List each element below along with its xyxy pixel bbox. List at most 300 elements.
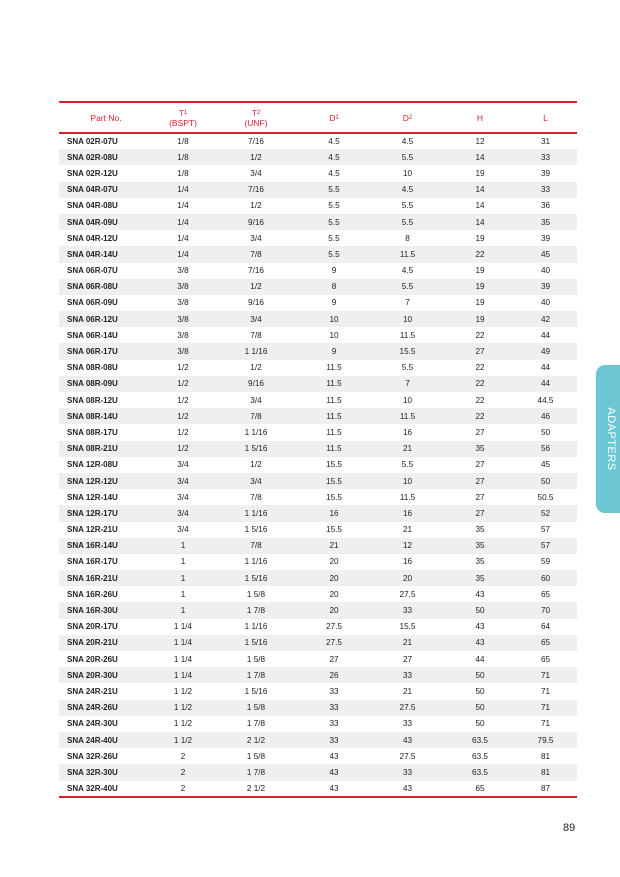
table-cell: 46	[540, 411, 551, 421]
table-cell: 2	[180, 767, 186, 777]
table-cell: 5.5	[401, 201, 414, 211]
table-cell: 1 5/8	[246, 751, 266, 761]
table-cell: 50.5	[537, 492, 554, 502]
table-cell: 71	[540, 719, 551, 729]
table-cell: 19	[475, 266, 485, 276]
part-number-cell: SNA 16R-30U	[67, 606, 118, 616]
table-cell: 15.5	[399, 622, 416, 632]
table-row	[59, 700, 577, 716]
table-cell: 3/4	[177, 476, 189, 486]
table-cell: 63.5	[472, 751, 488, 761]
table-cell: 1	[180, 541, 186, 551]
part-number-cell: SNA 24R-30U	[67, 719, 118, 729]
table-cell: 1/2	[177, 363, 189, 373]
table-cell: 5.5	[401, 217, 414, 227]
part-number-cell: SNA 20R-26U	[67, 654, 118, 664]
column-header	[514, 102, 577, 133]
part-number-cell: SNA 06R-08U	[67, 282, 118, 292]
table-cell: 21	[402, 525, 413, 535]
part-number-cell: SNA 06R-12U	[67, 314, 118, 324]
table-row	[59, 732, 577, 748]
table-cell: 9	[331, 266, 337, 276]
table-cell: 1 1/16	[244, 622, 268, 632]
section-tab[interactable]	[596, 365, 620, 513]
table-cell: 1 7/8	[246, 767, 266, 777]
table-cell: 4.5	[401, 185, 414, 195]
table-cell: 1 5/8	[246, 654, 266, 664]
table-cell: 44	[540, 330, 551, 340]
table-row	[59, 570, 577, 586]
table-cell: 1 1/4	[173, 654, 193, 664]
part-number-cell: SNA 24R-21U	[67, 686, 118, 696]
table-cell: 35	[540, 217, 551, 227]
table-cell: 22	[475, 395, 485, 405]
table-cell: 11.5	[326, 363, 342, 373]
table-cell: 44	[540, 363, 551, 373]
table-cell: 14	[475, 201, 485, 211]
table-cell: 22	[475, 330, 485, 340]
part-number-cell: SNA 16R-21U	[67, 573, 118, 583]
table-cell: 59	[540, 557, 551, 567]
table-cell: 1 1/16	[244, 557, 268, 567]
table-cell: 3/8	[177, 282, 189, 292]
table-cell: 1/2	[250, 282, 262, 292]
table-cell: 81	[540, 751, 551, 761]
table-cell: 7/8	[250, 411, 262, 421]
table-cell: 1 5/16	[244, 638, 268, 648]
table-row	[59, 327, 577, 343]
table-cell: 50	[475, 670, 485, 680]
table-cell: 26	[329, 670, 339, 680]
table-cell: 39	[540, 282, 551, 292]
part-number-cell: SNA 08R-21U	[67, 444, 118, 454]
table-cell: 40	[540, 298, 551, 308]
column-header-label: D	[329, 112, 336, 123]
table-row	[59, 279, 577, 295]
table-cell: 1/8	[177, 168, 189, 178]
table-cell: 1 1/2	[173, 703, 193, 713]
part-number-cell: SNA 20R-21U	[67, 638, 118, 648]
table-row	[59, 376, 577, 392]
table-cell: 4.5	[328, 168, 340, 178]
part-number-cell: SNA 08R-09U	[67, 379, 118, 389]
table-cell: 27	[329, 654, 339, 664]
table-cell: 33	[329, 735, 339, 745]
column-header-subscript: 2	[256, 109, 261, 116]
table-cell: 1 5/16	[244, 525, 268, 535]
table-cell: 3/4	[250, 168, 262, 178]
table-row	[59, 667, 577, 683]
table-cell: 50	[475, 686, 485, 696]
part-number-cell: SNA 08R-12U	[67, 395, 118, 405]
table-cell: 57	[540, 525, 551, 535]
table-cell: 19	[475, 282, 485, 292]
table-cell: 1 1/16	[244, 427, 268, 437]
table-cell: 3/8	[177, 266, 189, 276]
part-number-cell: SNA 16R-26U	[67, 589, 118, 599]
table-cell: 43	[475, 638, 485, 648]
part-number-cell: SNA 04R-14U	[67, 249, 118, 259]
table-cell: 1 5/16	[244, 573, 268, 583]
spec-table-container	[59, 101, 577, 798]
table-cell: 52	[540, 508, 551, 518]
table-cell: 1/2	[250, 363, 262, 373]
table-cell: 3/8	[177, 314, 189, 324]
table-cell: 35	[475, 525, 485, 535]
table-cell: 50	[475, 606, 485, 616]
table-cell: 33	[402, 767, 413, 777]
table-cell: 8	[331, 282, 337, 292]
table-row	[59, 635, 577, 651]
table-cell: 4.5	[401, 266, 414, 276]
table-cell: 15.5	[326, 525, 342, 535]
table-cell: 1/4	[177, 233, 189, 243]
table-cell: 43	[475, 589, 485, 599]
table-row	[59, 602, 577, 618]
table-cell: 19	[475, 233, 485, 243]
table-cell: 1/4	[177, 185, 189, 195]
table-cell: 3/4	[177, 525, 189, 535]
table-cell: 1/2	[250, 152, 262, 162]
table-cell: 2 1/2	[246, 783, 266, 793]
part-number-cell: SNA 20R-30U	[67, 670, 118, 680]
table-cell: 1 7/8	[246, 670, 266, 680]
table-row	[59, 230, 577, 246]
table-cell: 12	[475, 137, 485, 147]
table-cell: 50	[540, 476, 551, 486]
table-cell: 7	[405, 379, 410, 389]
table-cell: 14	[475, 152, 485, 162]
table-cell: 27	[475, 427, 485, 437]
table-cell: 11.5	[326, 444, 342, 454]
table-cell: 11.5	[326, 395, 342, 405]
part-number-cell: SNA 08R-08U	[67, 363, 118, 373]
table-cell: 35	[475, 444, 485, 454]
table-cell: 1 7/8	[246, 719, 266, 729]
column-header-label: Part No.	[90, 112, 122, 123]
table-cell: 7/16	[248, 137, 264, 147]
table-cell: 5.5	[401, 363, 414, 373]
table-cell: 20	[329, 589, 339, 599]
table-cell: 22	[475, 363, 485, 373]
table-cell: 87	[540, 783, 551, 793]
table-cell: 65	[540, 638, 551, 648]
table-row	[59, 554, 577, 570]
table-row	[59, 441, 577, 457]
column-header	[369, 102, 446, 133]
table-row	[59, 457, 577, 473]
table-row	[59, 295, 577, 311]
table-cell: 10	[402, 395, 413, 405]
table-cell: 39	[540, 233, 551, 243]
part-number-cell: SNA 16R-17U	[67, 557, 118, 567]
table-cell: 1 7/8	[246, 606, 266, 616]
table-cell: 27	[475, 508, 485, 518]
table-row	[59, 424, 577, 440]
table-cell: 10	[402, 476, 413, 486]
table-cell: 16	[329, 508, 339, 518]
table-cell: 5.5	[401, 282, 414, 292]
table-cell: 5.5	[328, 201, 340, 211]
table-row	[59, 651, 577, 667]
table-cell: 11.5	[399, 492, 416, 502]
table-cell: 50	[475, 703, 485, 713]
table-row	[59, 505, 577, 521]
table-cell: 9	[331, 347, 337, 357]
table-cell: 71	[540, 703, 551, 713]
table-cell: 1/2	[177, 395, 189, 405]
table-row	[59, 165, 577, 181]
column-header	[59, 102, 153, 133]
column-header-unit: (UNF)	[244, 117, 268, 128]
table-cell: 15.5	[399, 347, 416, 357]
table-row	[59, 198, 577, 214]
table-cell: 3/4	[177, 508, 189, 518]
table-cell: 27.5	[399, 589, 416, 599]
page-number: 89	[563, 822, 576, 834]
table-header	[59, 102, 577, 133]
part-number-cell: SNA 12R-14U	[67, 492, 118, 502]
table-cell: 11.5	[326, 379, 342, 389]
table-cell: 43	[402, 783, 413, 793]
table-cell: 16	[402, 508, 413, 518]
table-cell: 45	[540, 460, 551, 470]
table-cell: 71	[540, 670, 551, 680]
column-header-subscript: 2	[408, 114, 413, 121]
table-cell: 1 1/16	[244, 347, 268, 357]
column-header-label: T	[251, 107, 257, 118]
table-cell: 10	[402, 314, 413, 324]
column-header-subscript: 1	[335, 114, 339, 121]
table-cell: 27.5	[399, 751, 416, 761]
table-cell: 3/4	[250, 233, 262, 243]
table-body	[59, 133, 577, 797]
table-row	[59, 214, 577, 230]
table-cell: 1/4	[177, 217, 189, 227]
part-number-cell: SNA 04R-08U	[67, 201, 118, 211]
table-cell: 65	[540, 654, 551, 664]
table-cell: 27	[475, 347, 485, 357]
table-cell: 20	[329, 606, 339, 616]
table-row	[59, 489, 577, 505]
table-cell: 7/8	[250, 541, 262, 551]
table-cell: 65	[475, 783, 485, 793]
table-cell: 70	[540, 606, 551, 616]
table-cell: 1/2	[177, 379, 189, 389]
part-number-cell: SNA 12R-08U	[67, 460, 118, 470]
table-cell: 1/8	[177, 152, 189, 162]
part-number-cell: SNA 12R-21U	[67, 525, 118, 535]
part-number-cell: SNA 24R-26U	[67, 703, 118, 713]
table-cell: 3/8	[177, 347, 189, 357]
part-number-cell: SNA 24R-40U	[67, 735, 118, 745]
table-cell: 4.5	[328, 137, 340, 147]
column-header-subscript: 1	[183, 109, 188, 116]
table-cell: 56	[540, 444, 551, 454]
table-row	[59, 619, 577, 635]
table-cell: 1 5/8	[246, 703, 266, 713]
table-row	[59, 311, 577, 327]
section-tab-label: ADAPTERS	[605, 407, 617, 471]
table-cell: 1 1/4	[173, 622, 193, 632]
table-cell: 21	[402, 444, 413, 454]
table-row	[59, 586, 577, 602]
table-cell: 10	[402, 168, 413, 178]
table-row	[59, 392, 577, 408]
table-cell: 1 5/8	[246, 589, 266, 599]
table-cell: 5.5	[401, 460, 414, 470]
table-cell: 7/8	[250, 330, 262, 340]
table-cell: 1/2	[250, 460, 262, 470]
table-cell: 1 5/16	[244, 444, 268, 454]
table-cell: 27	[402, 654, 413, 664]
table-cell: 43	[329, 767, 339, 777]
table-row	[59, 764, 577, 780]
part-number-cell: SNA 32R-26U	[67, 751, 118, 761]
part-number-cell: SNA 04R-12U	[67, 233, 118, 243]
table-row	[59, 149, 577, 165]
table-cell: 35	[475, 541, 485, 551]
part-number-cell: SNA 32R-40U	[67, 783, 118, 793]
table-cell: 3/8	[177, 330, 189, 340]
table-cell: 3/4	[250, 476, 262, 486]
table-cell: 1/2	[250, 201, 262, 211]
table-cell: 11.5	[326, 411, 342, 421]
table-cell: 71	[540, 686, 551, 696]
table-cell: 5.5	[401, 152, 414, 162]
table-row	[59, 473, 577, 489]
table-cell: 57	[540, 541, 551, 551]
table-cell: 33	[329, 703, 339, 713]
table-row	[59, 343, 577, 359]
table-row	[59, 522, 577, 538]
table-cell: 1 1/16	[244, 508, 268, 518]
part-number-cell: SNA 12R-17U	[67, 508, 118, 518]
part-number-cell: SNA 08R-14U	[67, 411, 118, 421]
table-cell: 27.5	[326, 622, 342, 632]
spec-table	[59, 101, 577, 798]
table-cell: 33	[329, 719, 339, 729]
table-cell: 1 1/4	[173, 638, 193, 648]
table-row	[59, 263, 577, 279]
column-header-label: D	[402, 112, 409, 123]
part-number-cell: SNA 02R-12U	[67, 168, 118, 178]
table-cell: 1/8	[177, 137, 189, 147]
table-cell: 1	[180, 589, 186, 599]
table-cell: 1	[180, 557, 186, 567]
table-cell: 10	[329, 314, 339, 324]
table-cell: 31	[540, 137, 551, 147]
table-cell: 7/8	[250, 492, 262, 502]
part-number-cell: SNA 06R-09U	[67, 298, 118, 308]
table-cell: 19	[475, 168, 485, 178]
table-cell: 8	[405, 233, 410, 243]
part-number-cell: SNA 06R-07U	[67, 266, 118, 276]
table-row	[59, 360, 577, 376]
table-cell: 9/16	[248, 217, 264, 227]
table-cell: 15.5	[326, 460, 342, 470]
table-cell: 19	[475, 314, 485, 324]
table-cell: 81	[540, 767, 551, 777]
table-cell: 43	[475, 622, 485, 632]
table-row	[59, 683, 577, 699]
part-number-cell: SNA 06R-17U	[67, 347, 118, 357]
part-number-cell: SNA 06R-14U	[67, 330, 118, 340]
table-cell: 49	[540, 347, 551, 357]
table-cell: 33	[540, 185, 551, 195]
table-cell: 33	[402, 670, 413, 680]
part-number-cell: SNA 04R-09U	[67, 217, 118, 227]
table-cell: 11.5	[399, 249, 416, 259]
table-cell: 27	[475, 492, 485, 502]
table-cell: 1	[180, 573, 186, 583]
table-cell: 1 5/16	[244, 686, 268, 696]
part-number-cell: SNA 20R-17U	[67, 622, 118, 632]
table-cell: 3/4	[250, 314, 262, 324]
table-cell: 20	[329, 573, 339, 583]
column-header-label: L	[543, 112, 548, 123]
table-row	[59, 748, 577, 764]
table-cell: 79.5	[537, 735, 554, 745]
part-number-cell: SNA 08R-17U	[67, 427, 118, 437]
table-cell: 15.5	[326, 492, 342, 502]
table-cell: 1/2	[177, 411, 189, 421]
table-cell: 33	[402, 719, 413, 729]
table-cell: 3/4	[177, 460, 189, 470]
table-cell: 27	[475, 476, 485, 486]
table-cell: 16	[402, 557, 413, 567]
table-cell: 27.5	[399, 703, 416, 713]
table-cell: 1 1/4	[173, 670, 193, 680]
column-header-label: T	[178, 107, 184, 118]
table-cell: 5.5	[328, 249, 340, 259]
table-cell: 20	[402, 573, 413, 583]
table-cell: 2 1/2	[246, 735, 266, 745]
part-number-cell: SNA 02R-07U	[67, 137, 118, 147]
table-cell: 4.5	[328, 152, 340, 162]
table-cell: 1 1/2	[173, 719, 193, 729]
table-cell: 33	[329, 686, 339, 696]
table-row	[59, 246, 577, 262]
table-cell: 22	[475, 379, 485, 389]
column-header-label: H	[476, 112, 484, 123]
table-cell: 36	[540, 201, 551, 211]
table-cell: 1/2	[177, 444, 189, 454]
table-cell: 2	[180, 751, 186, 761]
table-cell: 64	[540, 622, 551, 632]
column-header	[213, 102, 299, 133]
table-row	[59, 182, 577, 198]
table-cell: 50	[540, 427, 551, 437]
table-cell: 14	[475, 185, 485, 195]
column-header-unit: (BSPT)	[169, 117, 197, 128]
table-cell: 50	[475, 719, 485, 729]
table-cell: 35	[475, 557, 485, 567]
table-cell: 1	[180, 606, 186, 616]
column-header	[153, 102, 213, 133]
table-cell: 10	[329, 330, 339, 340]
table-cell: 20	[329, 557, 339, 567]
table-cell: 39	[540, 168, 551, 178]
table-cell: 11.5	[326, 427, 342, 437]
table-cell: 33	[540, 152, 551, 162]
table-cell: 63.5	[472, 767, 488, 777]
table-cell: 27.5	[326, 638, 342, 648]
table-cell: 1/2	[177, 427, 189, 437]
table-cell: 4.5	[401, 137, 414, 147]
table-cell: 11.5	[399, 411, 416, 421]
table-cell: 43	[329, 751, 339, 761]
